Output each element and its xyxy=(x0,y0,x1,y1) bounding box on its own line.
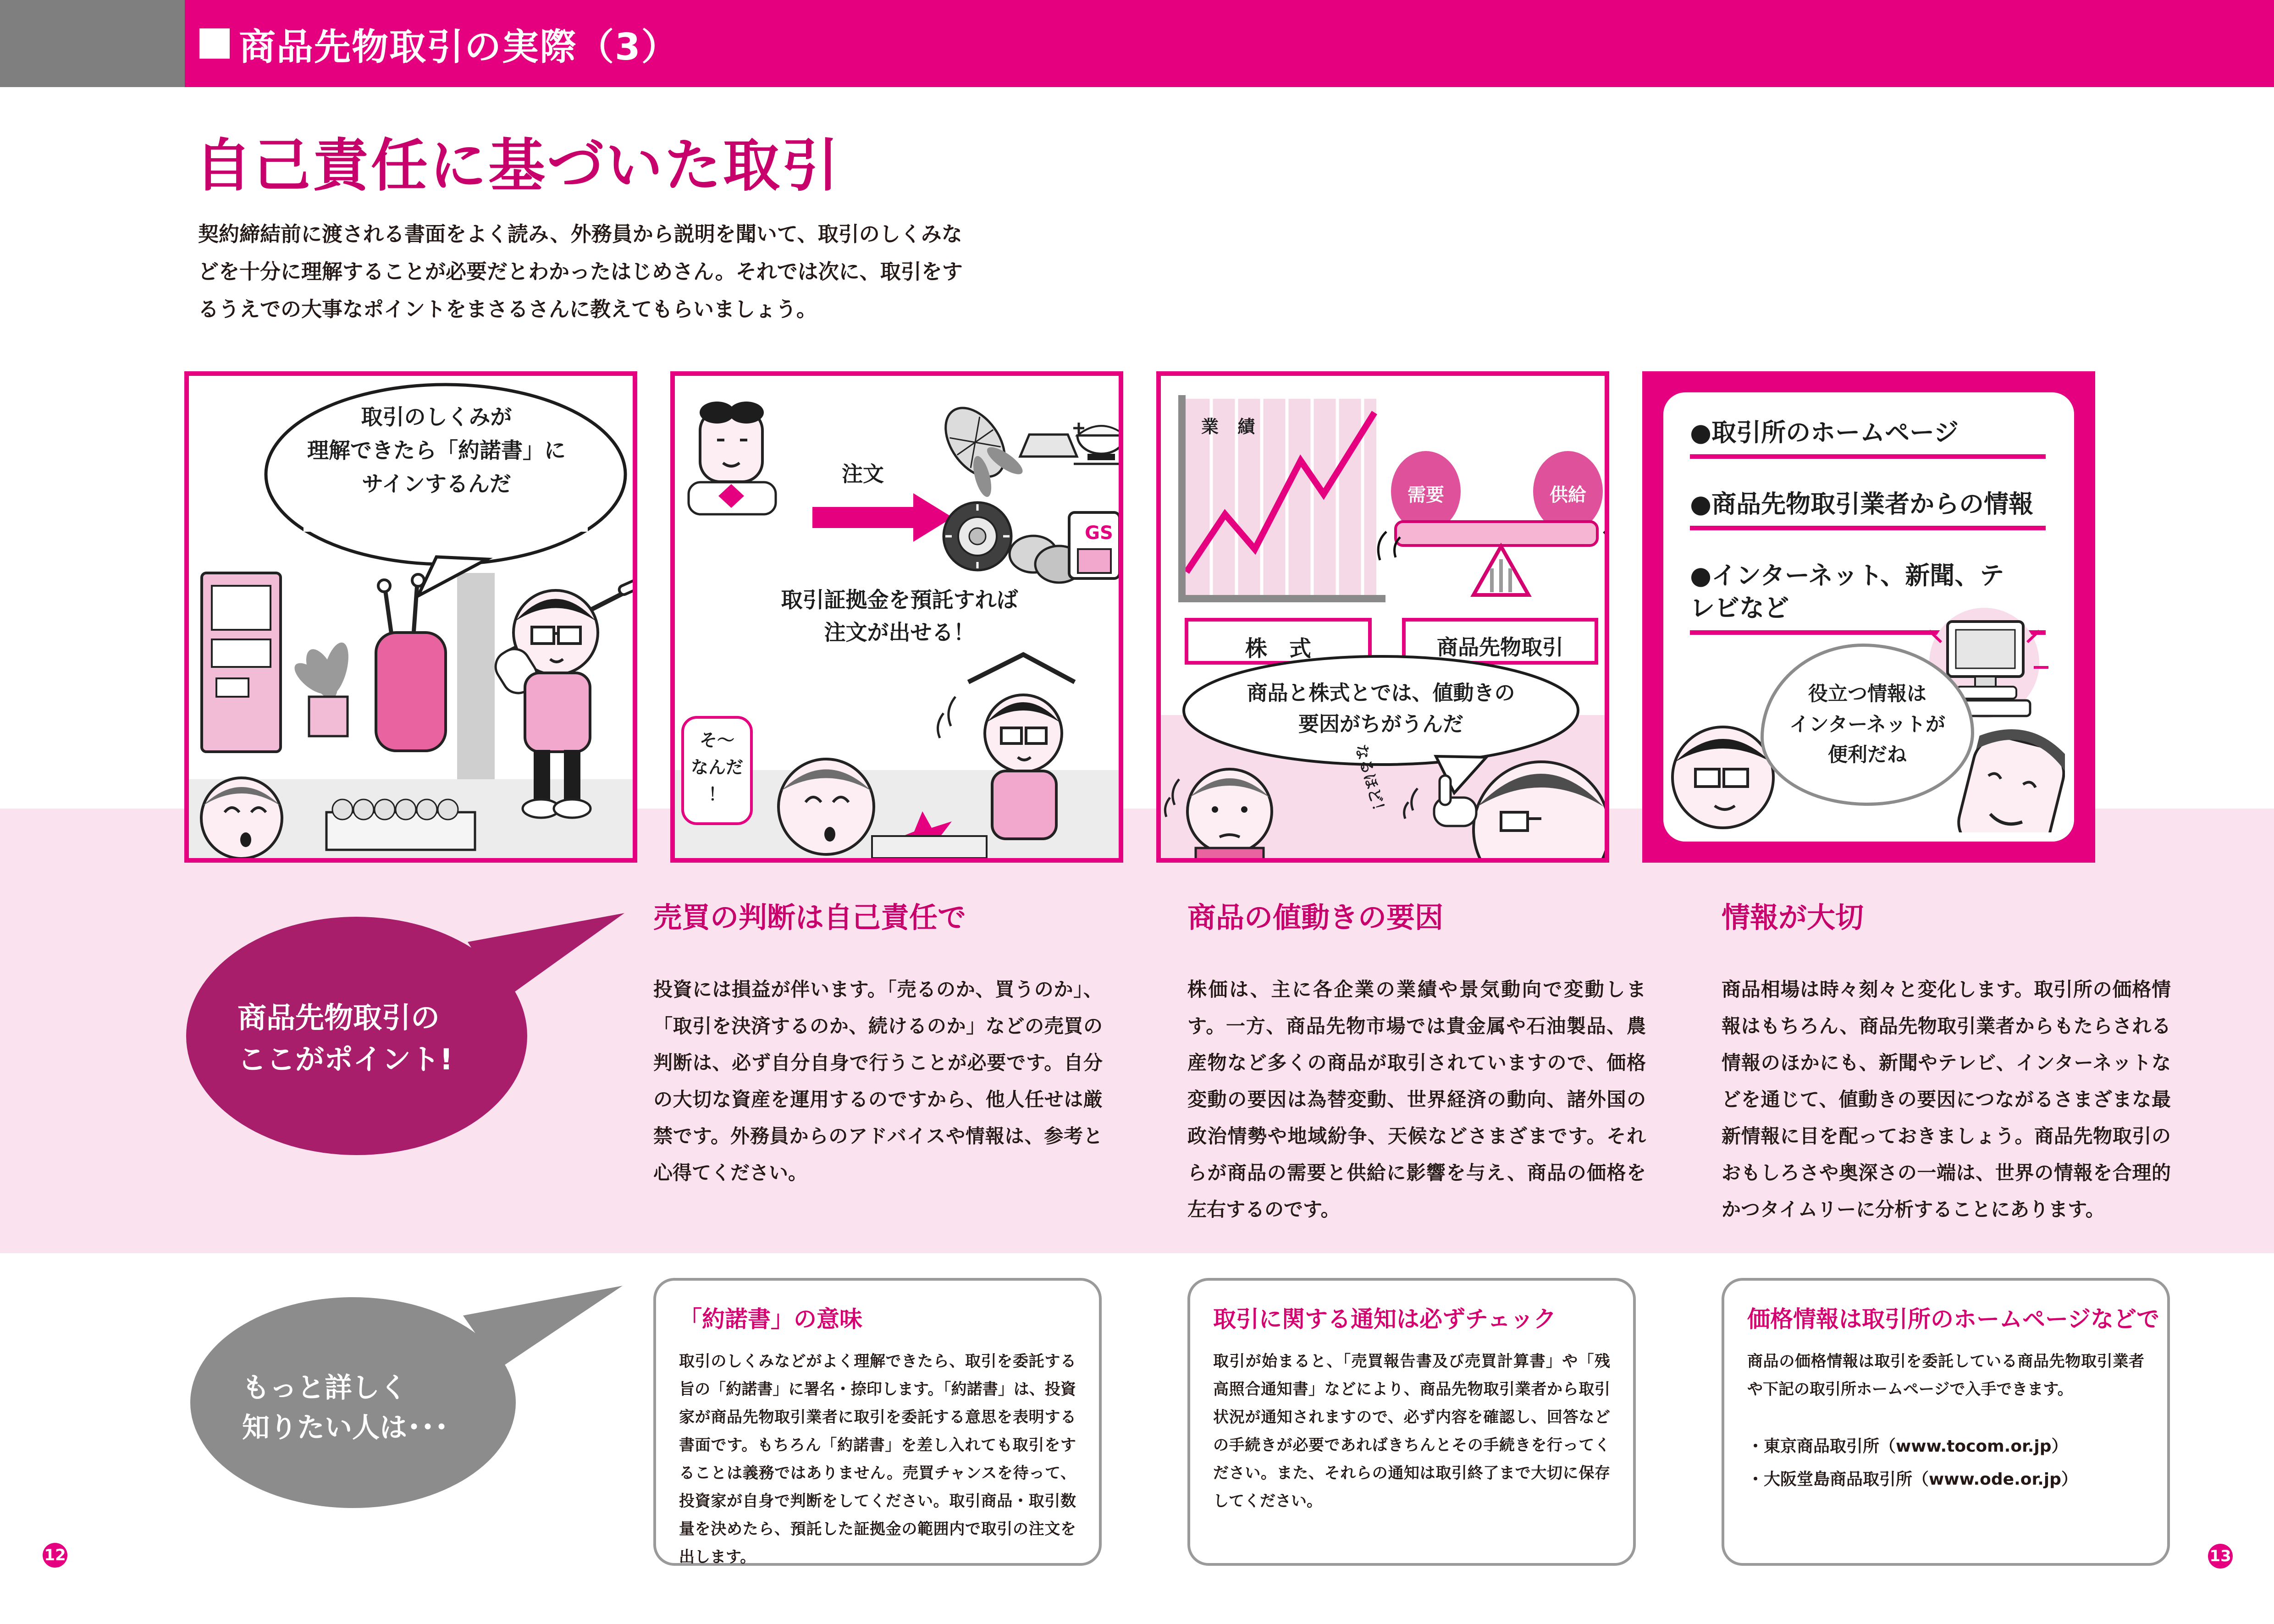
more-info-bubble xyxy=(188,1270,646,1513)
comic-panel-4 xyxy=(1642,371,2095,863)
column-information xyxy=(1722,895,2171,1228)
bullet-text: 取引所のホームページ xyxy=(1711,418,1959,447)
bubble-line: 要因がちがうんだ xyxy=(1298,711,1463,736)
note-check-notices xyxy=(1187,1278,1636,1566)
column-body: 投資には損益が伴います。「売るのか、買うのか」、「取引を決済するのか、続けるのか」などの売買の判断は、必ず自分自身で行うことが必要です。自分の大切な資産を運用するのですから、他人任せは厳禁です。外務員からのアドバイスや情報は、参考と心得てください。 xyxy=(653,978,1103,1184)
aside-line: ！ xyxy=(708,784,726,804)
panel3-stock-label: 株 式 xyxy=(1245,636,1311,661)
comic-panel-3 xyxy=(1156,371,1609,863)
panel2-caption xyxy=(718,584,1081,649)
panel3-demand-label: 需要 xyxy=(1407,484,1444,506)
column-body: 株価は、主に各企業の業績や景気動向で変動します。一方、商品先物市場では貴金属や石油製品、農産物など多くの商品が取引されていますので、価格変動の要因は為替変動、世界経済の動向、諸外国の政治情勢や地域紛争、天候などさまざまです。それらが商品の需要と供給に影響を与え、商品の価格を左右するのです。 xyxy=(1187,978,1646,1221)
bubble-line: 商品と株式とでは、値動きの xyxy=(1247,681,1515,705)
column-heading: 商品の値動きの要因 xyxy=(1187,901,1444,934)
point-line: 商品先物取引の xyxy=(237,1001,440,1035)
caption-line: 注文が出せる！ xyxy=(824,620,975,645)
note-price-info xyxy=(1722,1278,2170,1566)
bullet-dot-icon: ● xyxy=(1690,490,1712,518)
page-number-right: 13 xyxy=(2208,1544,2233,1569)
intro-line: るうえでの大事なポイントをまさるさんに教えてもらいましょう。 xyxy=(198,297,817,321)
note-body: 取引のしくみなどがよく理解できたら、取引を委託する旨の「約諾書」に署名・捺印します。「約諾書」は、投資家が商品先物取引業者に取引を委託する意思を表明する書面です。もちろん「約諾書」を差し入れても取引をすることは義務ではありません。売買チャンスを待って、投資家が自身で判断をしてください。取引商品・取引数量を決めたら、預託した証拠金の範囲内で取引の注文を出します。 xyxy=(679,1352,1076,1566)
column-self-responsibility xyxy=(653,895,1103,1191)
note-body: 取引が始まると、「売買報告書及び売買計算書」や「残高照合通知書」などにより、商品先物取引業者から取引状況が通知されますので、必ず内容を確認し、回答などの手続きが必要であればきちんとその手続きを行ってください。また、それらの通知は取引終了まで大切に保存してください。 xyxy=(1213,1352,1610,1510)
bubble-line: 役立つ情報は xyxy=(1808,683,1926,706)
point-callout-bubble xyxy=(183,898,642,1160)
bubble-line: 理解できたら「約諾書」に xyxy=(307,438,566,463)
exchange-link-tocom: ・東京商品取引所（www.tocom.or.jp） xyxy=(1747,1437,2068,1456)
panel2-aside-bubble xyxy=(681,716,753,825)
panel3-futures-label: 商品先物取引 xyxy=(1437,635,1563,660)
section-header-band xyxy=(185,0,2274,87)
exchange-links xyxy=(1747,1430,2144,1496)
note-body: 商品の価格情報は取引を委託している商品先物取引業者や下記の取引所ホームページで入手できます。 xyxy=(1747,1352,2144,1398)
column-heading: 情報が大切 xyxy=(1722,901,1864,934)
section-marker-icon xyxy=(199,28,230,59)
section-header-label: 商品先物取引の実際（3） xyxy=(239,25,679,68)
intro-line: どを十分に理解することが必要だとわかったはじめさん。それでは次に、取引をす xyxy=(198,259,963,284)
bubble-line: 取引のしくみが xyxy=(361,405,512,430)
bubble-line: サインするんだ xyxy=(362,471,511,497)
bullet-dot-icon: ● xyxy=(1690,561,1712,590)
panel2-gs-label: GS xyxy=(1085,523,1113,544)
more-line: 知りたい人は･･･ xyxy=(242,1412,448,1444)
bubble-line: インターネットが xyxy=(1789,713,1946,736)
panel3-aside-text: なるほど！ xyxy=(1352,742,1390,820)
panel1-speech-bubble xyxy=(244,401,629,501)
more-line: もっと詳しく xyxy=(242,1372,407,1404)
page-number-left: 12 xyxy=(43,1543,67,1568)
comic-panel-1 xyxy=(184,371,637,863)
panel3-supply-label: 供給 xyxy=(1550,484,1586,506)
page-title: 自己責任に基づいた取引 xyxy=(195,133,841,199)
column-heading: 売買の判断は自己責任で xyxy=(653,901,966,934)
caption-line: 取引証拠金を預託すれば xyxy=(781,588,1018,613)
panel3-speech-bubble xyxy=(1193,677,1569,739)
column-price-factors xyxy=(1187,895,1646,1228)
point-bubble-text xyxy=(237,997,453,1081)
comic-panel-2 xyxy=(670,371,1123,863)
point-line: ここがポイント! xyxy=(237,1043,453,1077)
bubble-line: 便利だね xyxy=(1827,743,1907,767)
note-title: 「約諾書」の意味 xyxy=(679,1306,862,1332)
panel2-order-label: 注文 xyxy=(842,462,884,486)
note-title: 取引に関する通知は必ずチェック xyxy=(1213,1306,1556,1332)
bullet-text: 商品先物取引業者からの情報 xyxy=(1711,490,2034,518)
bullet-dot-icon: ● xyxy=(1690,418,1712,447)
intro-paragraph xyxy=(198,215,963,328)
note-title: 価格情報は取引所のホームページなどで xyxy=(1747,1306,2159,1332)
aside-line: なんだ xyxy=(690,757,743,777)
exchange-link-ode: ・大阪堂島商品取引所（www.ode.or.jp） xyxy=(1747,1470,2078,1489)
aside-line: そ～ xyxy=(699,730,734,750)
panel3-chart-label: 業 績 xyxy=(1201,417,1262,437)
note-agreement-meaning xyxy=(653,1278,1102,1566)
bullet-text: インターネット、新聞、テレビなど xyxy=(1690,561,2004,623)
intro-line: 契約締結前に渡される書面をよく読み、外務員から説明を聞いて、取引のしくみな xyxy=(198,222,962,246)
more-bubble-text xyxy=(242,1368,448,1448)
column-body: 商品相場は時々刻々と変化します。取引所の価格情報はもちろん、商品先物取引業者からもたらされる情報のほかにも、新聞やテレビ、インターネットなどを通じて、値動きの要因につながるさまざまな最新情報に目を配っておきましょう。商品先物取引のおもしろさや奥深さの一端は、世界の情報を合理的かつタイムリーに分析することにあります。 xyxy=(1722,978,2171,1221)
panel4-inner-card xyxy=(1663,392,2074,842)
header-gray-block xyxy=(0,0,185,87)
